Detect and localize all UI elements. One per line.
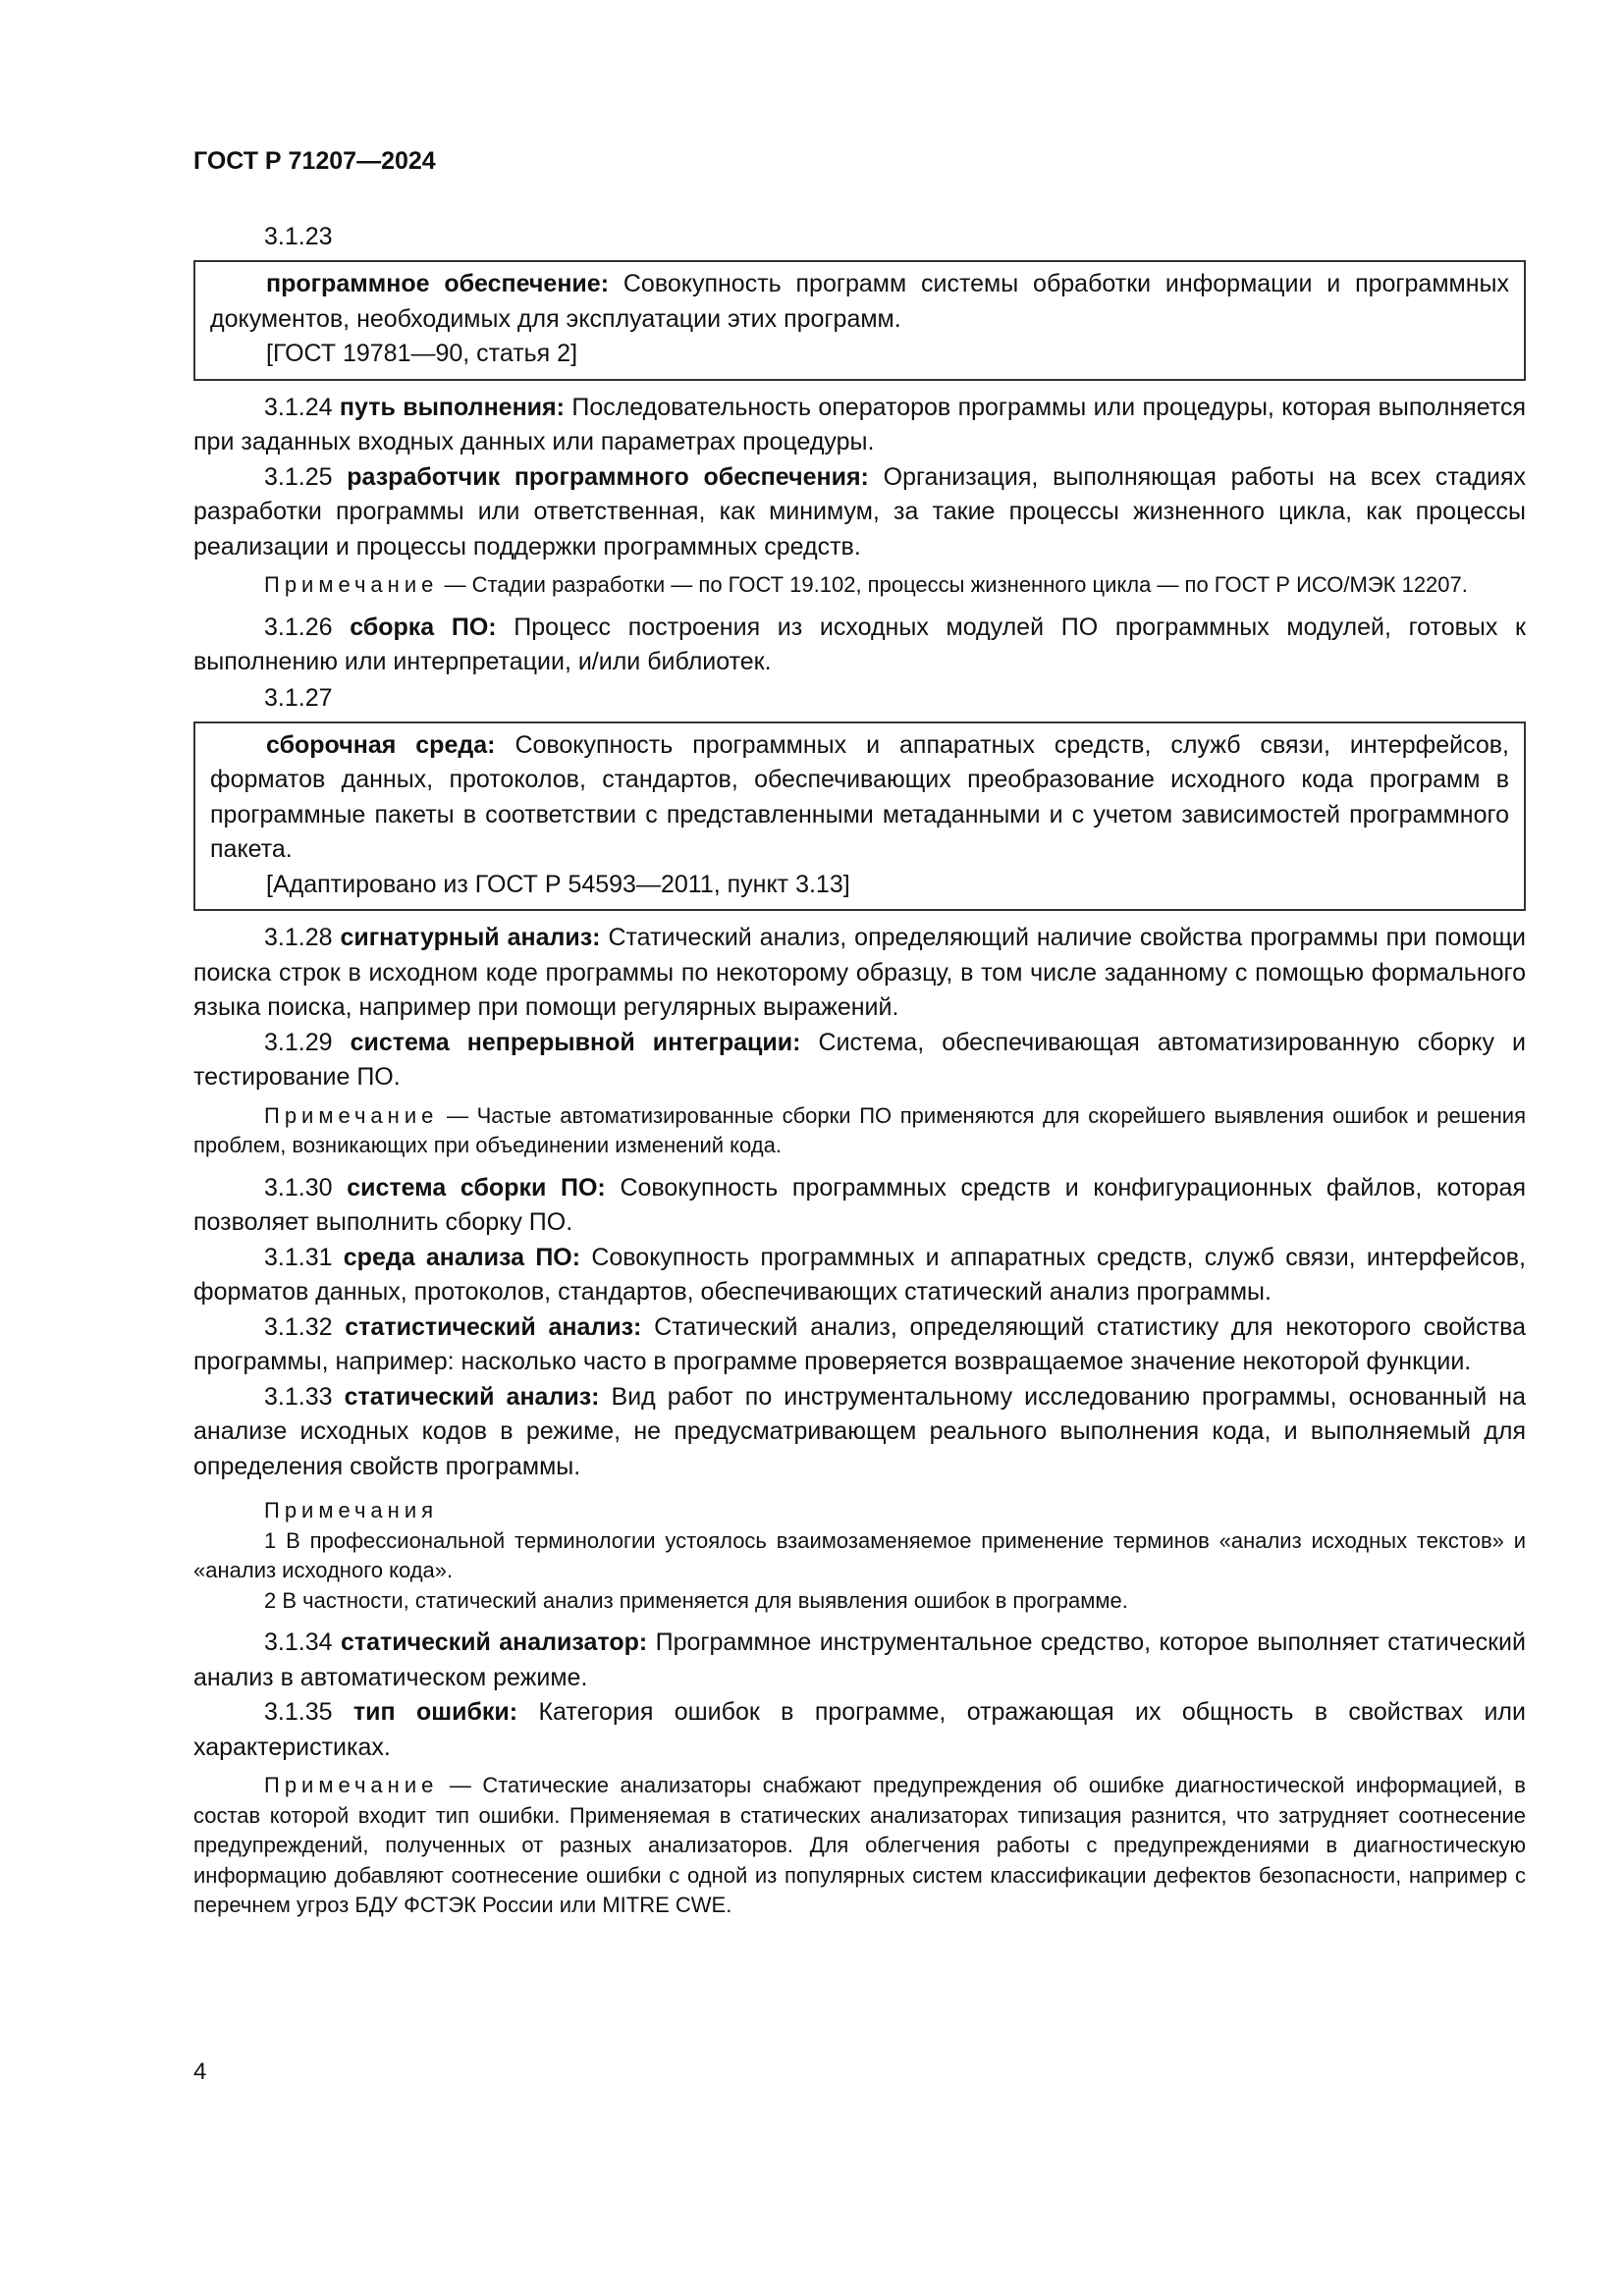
term-entry-3-1-28 — [193, 921, 1526, 1026]
term-number-3-1-23: 3.1.23 — [264, 223, 333, 250]
term-definition: Организация, выполняющая работы на всех стадиях разработки программы или ответственная, как минимум, за такие процессы жизненного цикла, как процессы реализации и процессы поддержки программных средств. — [193, 462, 1527, 561]
term-definition: Совокупность программных и аппаратных средств, служб связи, интерфейсов, форматов данных, протоколов, стандартов, обеспечивающих статический анализ программы. — [193, 1243, 1526, 1306]
term-number: 3.1.33 — [264, 1382, 333, 1411]
standard-header: ГОСТ Р 71207—2024 — [193, 147, 436, 175]
term-definition: Вид работ по инструментальному исследованию программы, основанный на анализе исходных кодов в режиме, не предусматривающем реального выполнения кода, и выполняемый для определения свойств программы. — [193, 1382, 1526, 1480]
term-box-3-1-27 — [193, 721, 1526, 912]
term-title: статистический анализ: — [345, 1312, 642, 1341]
note-item-1: 1 В профессиональной терминологии устоялось взаимозаменяемое применение терминов «анализ исходных текстов» и «анализ исходного кода». — [193, 1527, 1526, 1582]
term-title: путь выполнения: — [339, 393, 565, 421]
term-definition: Последовательность операторов программы или процедуры, которая выполняется при заданных входных данных или параметрах процедуры. — [193, 393, 1526, 455]
term-title: сигнатурный анализ: — [340, 924, 601, 951]
term-number: 3.1.29 — [264, 1028, 333, 1056]
term-definition: Система, обеспечивающая автоматизированную сборку и тестирование ПО. — [193, 1028, 1526, 1091]
term-definition: Статический анализ, определяющий наличие свойства программы при помощи поиска строк в исходном коде программы по некоторому образцу, в том числе заданному с помощью формального языка поиска, например при помощи регулярных выражений. — [193, 924, 1527, 1021]
term-title: статический анализатор: — [340, 1629, 648, 1656]
term-entry-3-1-31 — [193, 1241, 1526, 1310]
note-3-1-29 — [193, 1101, 1526, 1161]
term-entry-3-1-29 — [193, 1026, 1526, 1095]
term-number: 3.1.34 — [264, 1629, 333, 1656]
term-title: система сборки ПО: — [347, 1173, 606, 1201]
term-title: тип ошибки: — [352, 1698, 518, 1726]
term-number: 3.1.28 — [264, 924, 333, 951]
notes-3-1-33 — [193, 1496, 1526, 1616]
term-number: 3.1.26 — [264, 613, 333, 641]
term-title: разработчик программного обеспечения: — [347, 462, 869, 491]
term-title: сборка ПО: — [350, 613, 497, 641]
term-definition: Статический анализ, определяющий статистику для некоторого свойства программы, например: насколько часто в программе проверяется возвращаемое значение некоторой функции. — [193, 1312, 1526, 1375]
note-3-1-35 — [193, 1771, 1526, 1921]
term-source: [Адаптировано из ГОСТ Р 54593—2011, пункт 3.13] — [266, 870, 850, 898]
term-number: 3.1.31 — [264, 1243, 333, 1271]
note-3-1-25 — [193, 570, 1526, 601]
term-title: среда анализа ПО: — [343, 1243, 581, 1271]
term-entry-3-1-35 — [193, 1695, 1526, 1765]
term-source: [ГОСТ 19781—90, статья 2] — [266, 340, 578, 367]
term-entry-3-1-33 — [193, 1380, 1526, 1485]
notes-label: Примечания — [264, 1498, 439, 1522]
term-title: система непрерывной интеграции: — [350, 1028, 801, 1056]
note-label: Примечание — [264, 1773, 439, 1797]
term-entry-3-1-24 — [193, 391, 1526, 460]
note-text: — Статические анализаторы снабжают предупреждения об ошибке диагностической информацией, в состав которой входит тип ошибки. Применяемая в статических анализаторах типизация разнится, что затрудняет соотнесение предупреждений, полученных от разных анализаторов. Для облегчения работы с предупреждениями в диагностическую информацию добавляют соотнесение ошибки с одной из популярных систем классификации дефектов безопасности, например с перечнем угроз БДУ ФСТЭК России или MITRE CWE. — [193, 1773, 1526, 1917]
term-entry-3-1-30 — [193, 1171, 1526, 1241]
term-entry-3-1-23 — [210, 267, 1509, 337]
term-number: 3.1.24 — [264, 393, 333, 421]
note-text: — Стадии разработки — по ГОСТ 19.102, процессы жизненного цикла — по ГОСТ Р ИСО/МЭК 12207. — [444, 572, 1468, 597]
term-definition: Программное инструментальное средство, которое выполняет статический анализ в автоматическом режиме. — [193, 1629, 1526, 1691]
note-label: Примечание — [264, 1102, 439, 1128]
term-number: 3.1.30 — [264, 1173, 333, 1201]
term-definition: Совокупность программ системы обработки информации и программных документов, необходимых для эксплуатации этих программ. — [210, 270, 1509, 333]
term-number-3-1-27: 3.1.27 — [264, 683, 333, 712]
term-title: сборочная среда: — [266, 730, 496, 759]
term-entry-3-1-25 — [193, 460, 1526, 565]
term-entry-3-1-32 — [193, 1310, 1526, 1380]
term-entry-3-1-34 — [193, 1626, 1526, 1695]
document-page — [193, 147, 1526, 1931]
term-number: 3.1.32 — [264, 1312, 333, 1341]
term-definition: Категория ошибок в программе, отражающая их общность в свойствах или характеристиках. — [193, 1698, 1526, 1761]
term-number: 3.1.35 — [264, 1698, 333, 1726]
term-definition: Совокупность программных средств и конфигурационных файлов, которая позволяет выполнить сборку ПО. — [193, 1173, 1526, 1236]
term-entry-3-1-27 — [210, 728, 1509, 868]
term-number: 3.1.25 — [264, 462, 333, 491]
note-text: — Частые автоматизированные сборки ПО применяются для скорейшего выявления ошибок и решения проблем, возникающих при объединении изменений кода. — [193, 1102, 1526, 1157]
term-title: статический анализ: — [344, 1382, 600, 1411]
term-title: программное обеспечение: — [266, 270, 610, 297]
term-box-3-1-23 — [193, 260, 1526, 381]
page-number: 4 — [193, 2058, 207, 2085]
term-definition: Процесс построения из исходных модулей ПО программных модулей, готовых к выполнению или интерпретации, и/или библиотек. — [193, 613, 1526, 675]
term-definition: Совокупность программных и аппаратных средств, служб связи, интерфейсов, форматов данных, протоколов, стандартов, обеспечивающих преобразование исходного кода программ в программные пакеты в соответствии с представленными метаданными и с учетом зависимостей программного пакета. — [210, 730, 1509, 863]
note-item-2: 2 В частности, статический анализ применяется для выявления ошибок в программе. — [264, 1587, 1128, 1613]
note-label: Примечание — [264, 572, 439, 597]
term-entry-3-1-26 — [193, 611, 1526, 680]
